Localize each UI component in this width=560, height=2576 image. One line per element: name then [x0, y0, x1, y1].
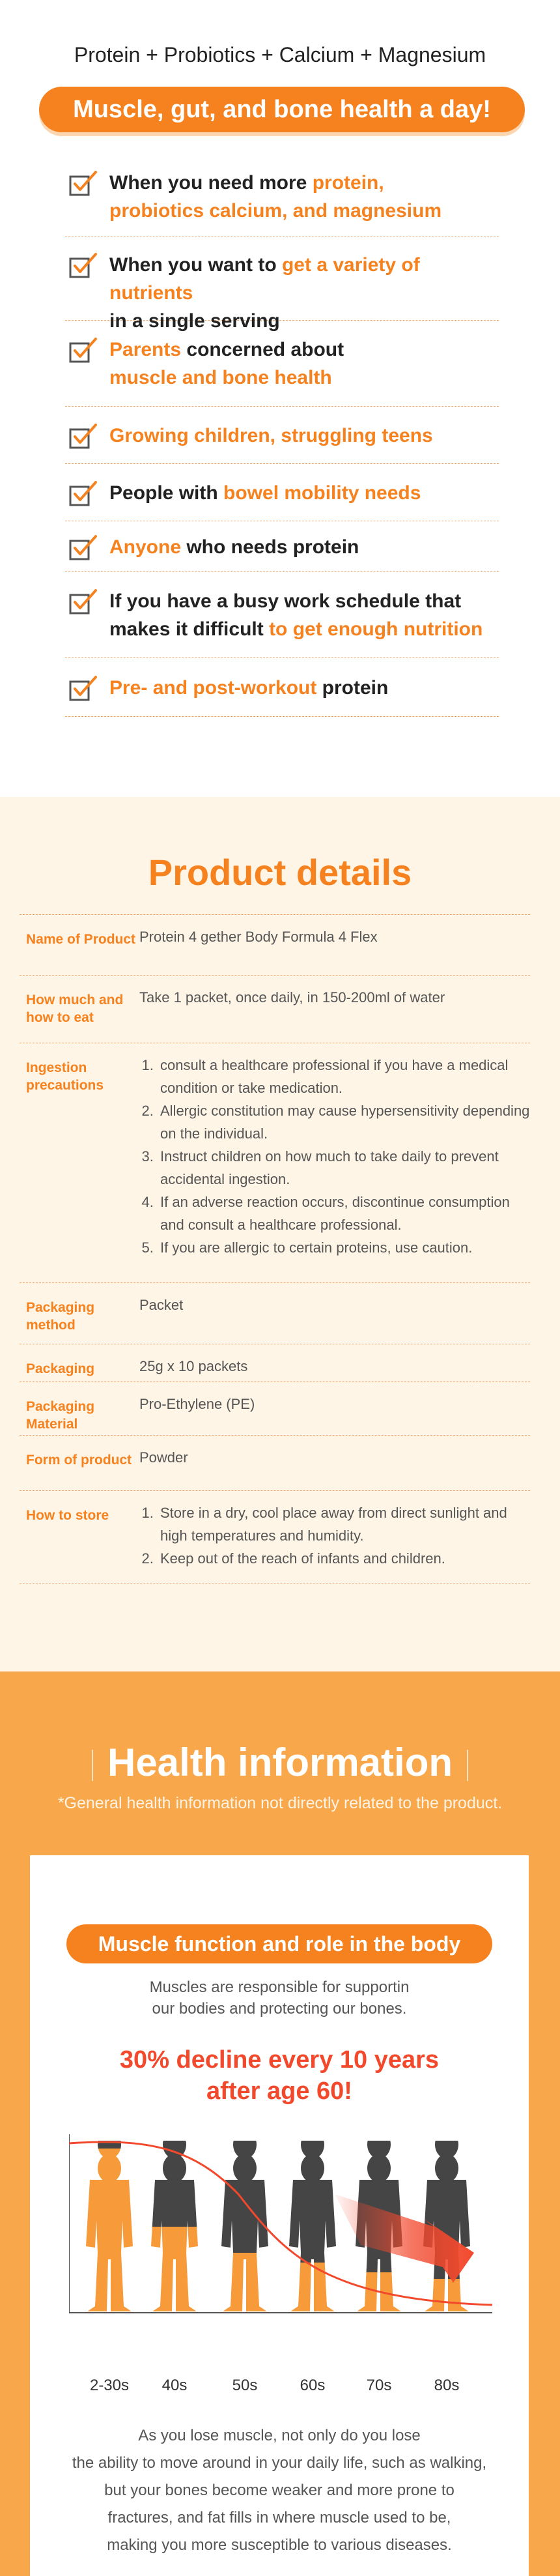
highlight-text: to get enough nutrition [269, 618, 483, 640]
muscle-decline-illustration [69, 2129, 492, 2364]
plain-text: If you have a busy work schedule that [109, 590, 462, 612]
checklist-line [109, 364, 499, 392]
detail-list-item: 2. Keep out of the reach of infants and children. [158, 1547, 530, 1570]
title-divider-right [467, 1750, 468, 1781]
checklist-line [109, 251, 499, 307]
detail-row [20, 1043, 530, 1282]
muscle-loss-explanation [30, 2422, 529, 2559]
detail-value [139, 1054, 530, 1282]
check-box-icon [69, 252, 98, 278]
highlight-text: Pre- and post-workout [109, 677, 317, 699]
plain-text: When you need more [109, 172, 313, 194]
check-box-icon [69, 588, 98, 615]
person-silhouette-icon [219, 2141, 271, 2311]
detail-value: 25g x 10 packets [139, 1358, 248, 1374]
detail-label: Packaging Material [26, 1399, 95, 1432]
detail-row [20, 1344, 530, 1382]
plain-text: People with [109, 482, 224, 504]
detail-label: How much and how to eat [26, 992, 124, 1025]
check-box-icon [69, 170, 98, 196]
highlight-text: probiotics calcium, and magnesium [109, 200, 442, 222]
detail-row [20, 1282, 530, 1344]
headline-banner: Muscle, gut, and bone health a day! [39, 87, 525, 132]
product-details-title: Product details [148, 852, 412, 893]
plain-text: makes it difficult [109, 618, 270, 640]
target-checklist [65, 156, 499, 717]
plain-text: in a single serving [109, 310, 280, 332]
check-box-icon [69, 480, 98, 506]
age-labels [30, 2377, 529, 2400]
person-silhouette-icon [83, 2141, 135, 2311]
plain-text: When you want to [109, 254, 282, 276]
checklist-item [65, 464, 499, 521]
detail-value: Pro-Ethylene (PE) [139, 1396, 255, 1412]
age-label: 2-30s [89, 2377, 130, 2394]
health-info-note: *General health information not directly related to the product. [57, 1794, 503, 1812]
detail-row [20, 1490, 530, 1584]
ingredients-subheading: Protein + Probiotics + Calcium + Magnesium [74, 43, 486, 66]
checklist-line [109, 197, 499, 225]
highlight-text: get a variety of nutrients [109, 254, 420, 304]
check-box-icon [69, 423, 98, 449]
muscle-function-pill: Muscle function and role in the body [66, 1924, 492, 1963]
explanation-line: the ability to move around in your daily life, such as walking, [72, 2454, 487, 2472]
muscle-description-line: our bodies and protecting our bones. [152, 2000, 407, 2018]
highlight-text: Anyone [109, 536, 182, 558]
detail-label: Name of Product [26, 932, 136, 947]
detail-label: How to store [26, 1508, 109, 1523]
highlight-text: protein, [312, 172, 384, 194]
checklist-item [65, 521, 499, 572]
checklist-line [109, 533, 499, 561]
checklist-line [109, 336, 499, 364]
detail-value [139, 1501, 530, 1584]
age-label: 70s [366, 2377, 392, 2394]
detail-list-item: 1. consult a healthcare professional if you have a medical condition or take medication. [158, 1054, 530, 1099]
age-label: 50s [232, 2377, 258, 2394]
checklist-item [65, 658, 499, 717]
checklist-line [109, 615, 499, 643]
checklist-line [109, 479, 499, 507]
explanation-line: As you lose muscle, not only do you lose [138, 2427, 421, 2444]
plain-text: who needs protein [181, 536, 359, 558]
health-info-title [0, 1740, 560, 1785]
detail-list-item: 4. If an adverse reaction occurs, discontinue consumption and consult a healthcare professional. [158, 1191, 530, 1236]
checklist-item [65, 156, 499, 237]
muscle-description-line: Muscles are responsible for supportin [149, 1978, 410, 1996]
muscle-description [30, 1976, 529, 2019]
detail-list-item: 2. Allergic constitution may cause hypersensitivity depending on the individual. [158, 1099, 530, 1145]
detail-label: Packaging method [26, 1300, 95, 1333]
check-box-icon [69, 675, 98, 701]
checklist-line [109, 422, 499, 450]
detail-list-item: 3. Instruct children on how much to take daily to prevent accidental ingestion. [158, 1145, 530, 1191]
intro-section [0, 0, 560, 797]
plain-text: concerned about [181, 339, 344, 360]
title-divider-left [92, 1750, 93, 1781]
detail-row [20, 1382, 530, 1435]
decline-headline-line: after age 60! [206, 2077, 352, 2105]
explanation-line: but your bones become weaker and more prone to [104, 2482, 455, 2499]
checklist-item [65, 572, 499, 658]
highlight-text: Growing children, struggling teens [109, 425, 433, 446]
age-label: 80s [434, 2377, 460, 2394]
highlight-text: muscle and bone health [109, 367, 332, 388]
product-details-table [20, 914, 530, 1584]
product-details-section [0, 797, 560, 1672]
highlight-text: bowel mobility needs [223, 482, 421, 504]
check-box-icon [69, 337, 98, 363]
detail-value: Powder [139, 1449, 188, 1466]
person-silhouette-icon [287, 2141, 339, 2311]
explanation-line: fractures, and fat fills in where muscle used to be, [107, 2509, 451, 2526]
person-silhouette-icon [148, 2141, 201, 2311]
highlight-text: Parents [109, 339, 182, 360]
detail-list-item: 5. If you are allergic to certain proteins, use caution. [158, 1236, 530, 1259]
age-label: 40s [161, 2377, 188, 2394]
detail-value: Protein 4 gether Body Formula 4 Flex [139, 929, 378, 945]
checklist-line [109, 587, 499, 615]
detail-row [20, 1435, 530, 1490]
checklist-line [109, 169, 499, 197]
checklist-line [109, 674, 499, 702]
detail-label: Form of product [26, 1453, 132, 1468]
decline-headline-line: 30% decline every 10 years [119, 2046, 440, 2074]
plain-text: protein [316, 677, 389, 699]
check-box-icon [69, 534, 98, 560]
checklist-item [65, 407, 499, 464]
detail-row [20, 914, 530, 975]
explanation-line: making you more susceptible to various diseases. [107, 2536, 452, 2554]
detail-value: Take 1 packet, once daily, in 150-200ml of water [139, 989, 445, 1006]
health-info-title-text: Health information [107, 1741, 453, 1784]
detail-list-item: 1. Store in a dry, cool place away from direct sunlight and high temperatures and humidity. [158, 1501, 530, 1547]
decline-headline [30, 2044, 529, 2107]
muscle-info-card [30, 1855, 529, 2576]
detail-label: Ingestion precautions [26, 1060, 104, 1093]
health-info-section [0, 1672, 560, 2576]
checklist-item [65, 237, 499, 332]
detail-label: Packaging [26, 1361, 95, 1376]
detail-row [20, 975, 530, 1043]
age-label: 60s [300, 2377, 326, 2394]
detail-value: Packet [139, 1297, 184, 1313]
checklist-item [65, 321, 499, 407]
